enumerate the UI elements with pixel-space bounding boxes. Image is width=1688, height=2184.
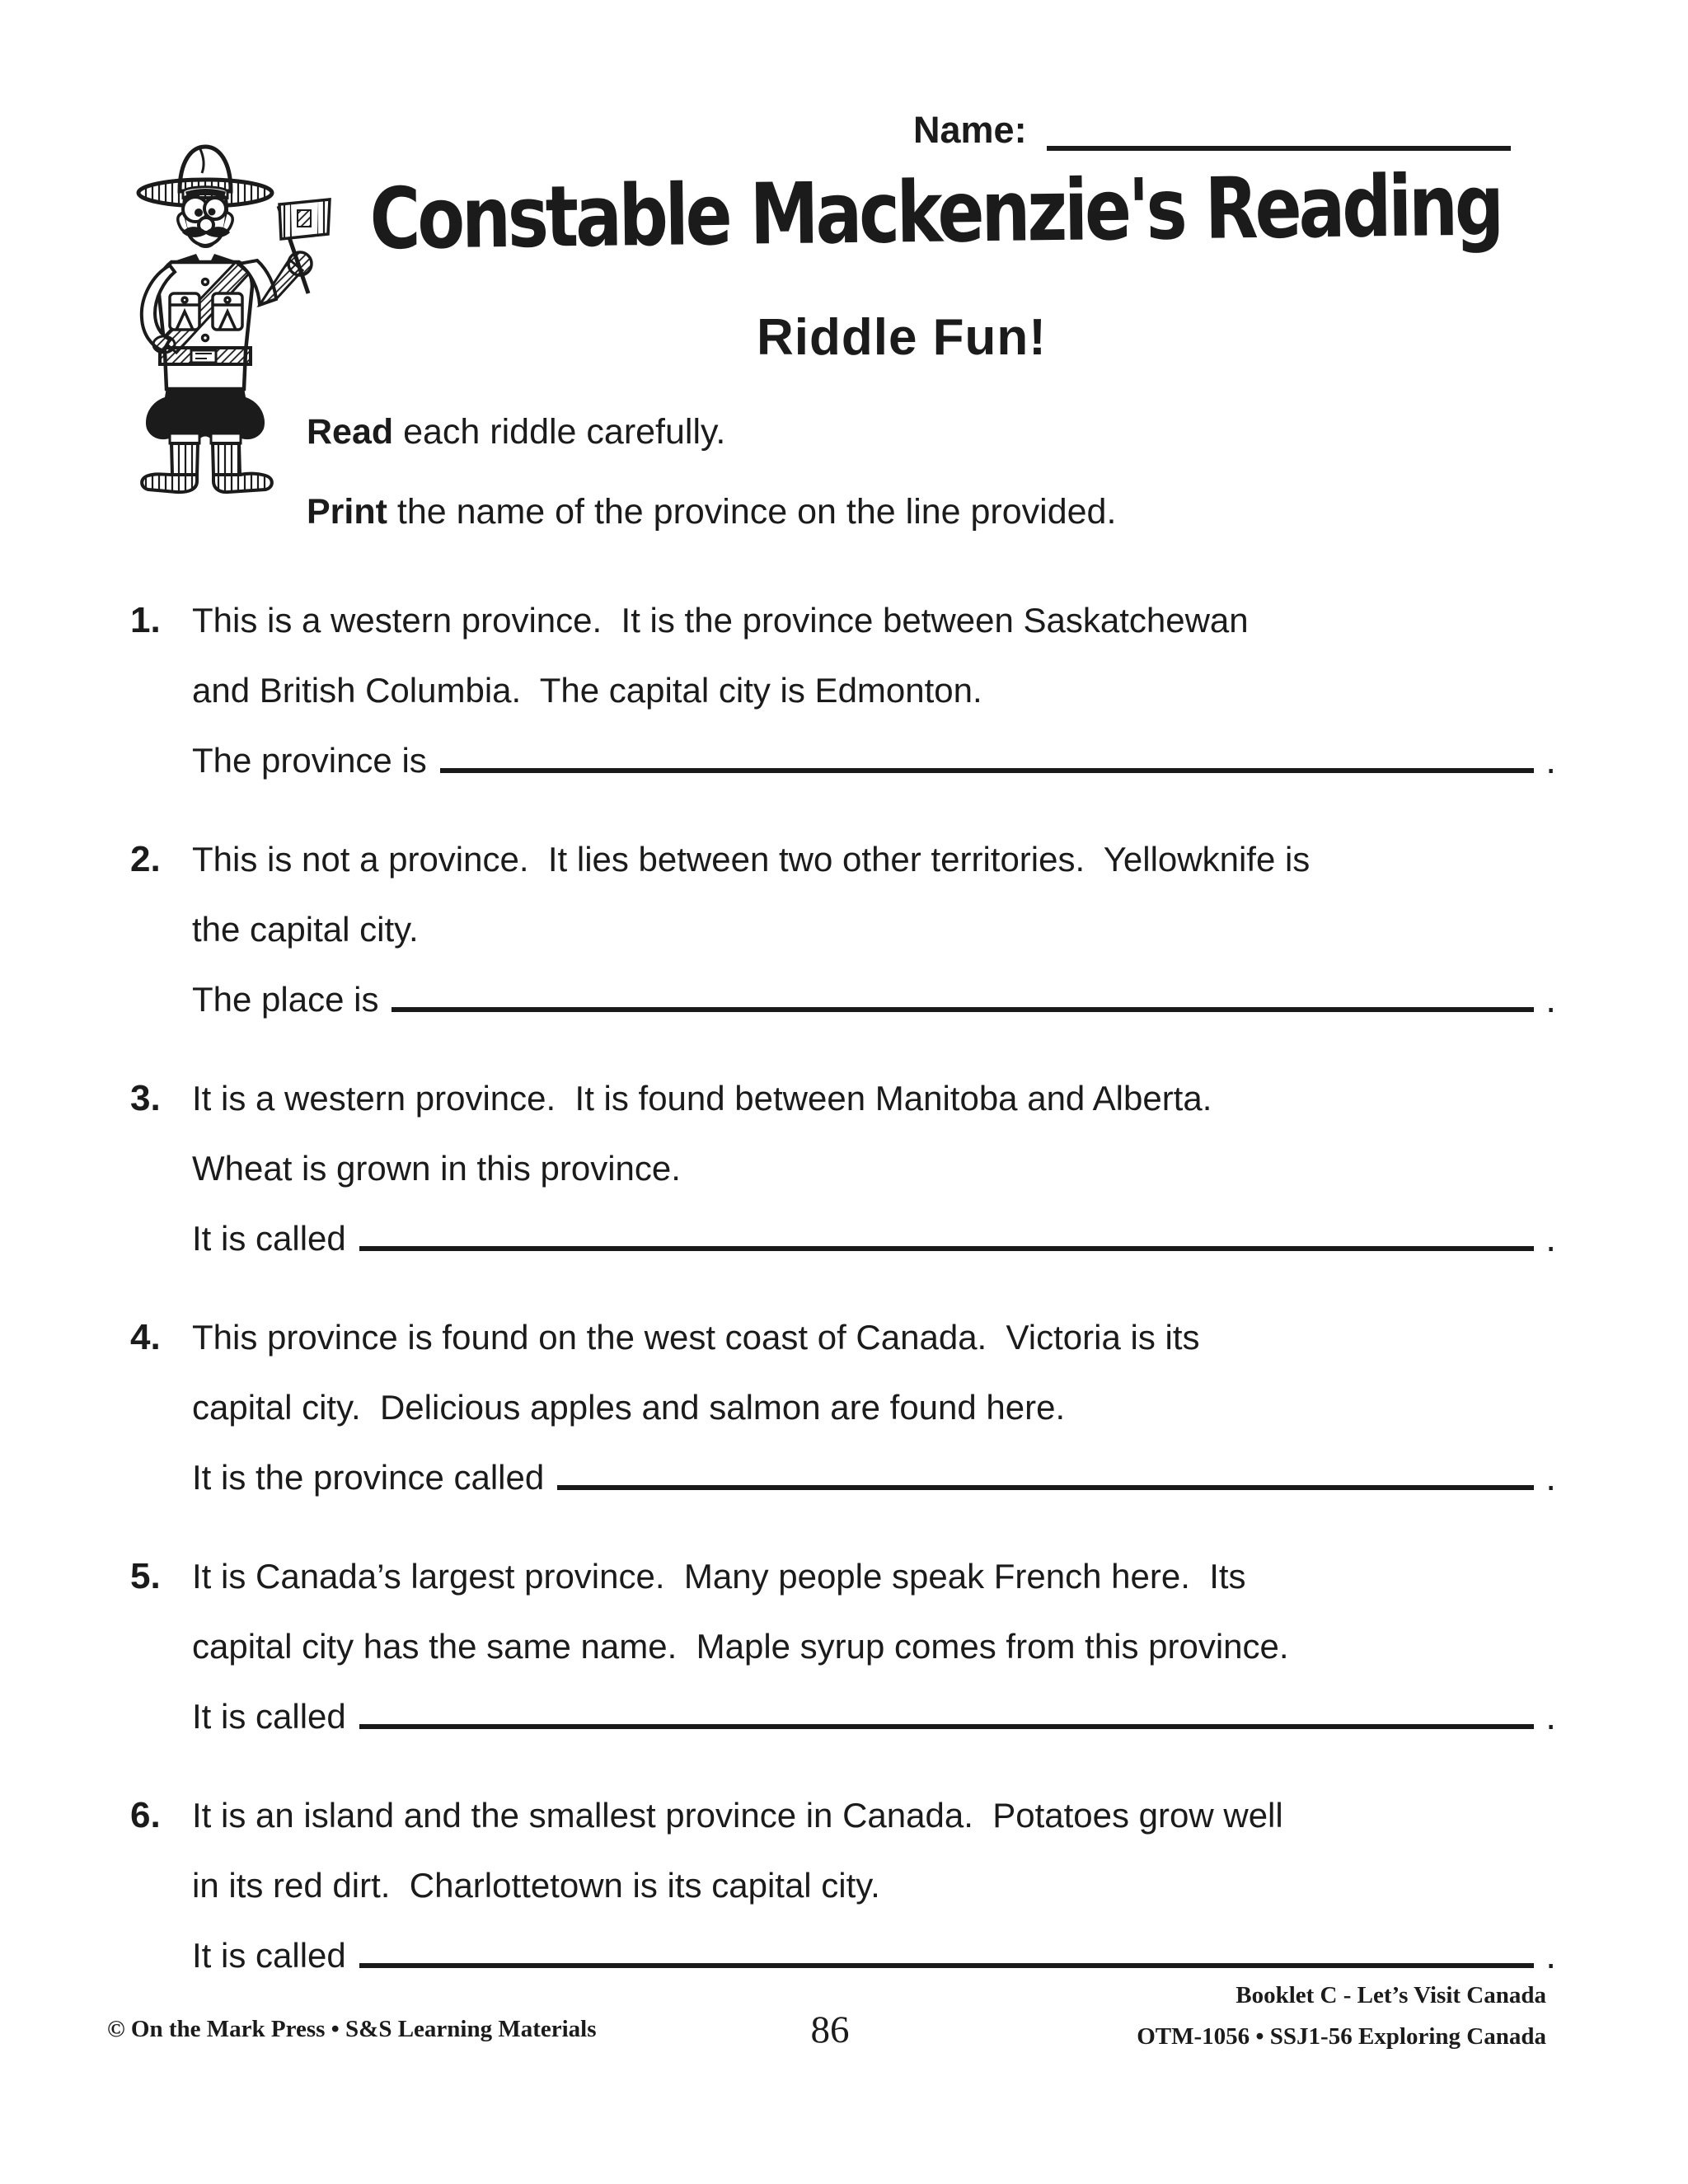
riddle-line: It is a western province. It is found between Manitoba and Alberta.: [192, 1079, 1212, 1118]
riddle-body: [192, 1780, 1556, 1990]
riddle-body: [192, 824, 1556, 1034]
answer-period: .: [1545, 738, 1556, 781]
name-row: [913, 109, 1511, 151]
footer-product-code: OTM-1056 • SSJ1-56 Exploring Canada: [1137, 2023, 1546, 2050]
answer-prompt: The place is: [192, 980, 379, 1019]
footer-copyright: © On the Mark Press • S&S Learning Materials: [107, 2016, 597, 2042]
answer-blank-line[interactable]: [557, 1442, 1534, 1490]
answer-blank-line[interactable]: [440, 725, 1534, 773]
answer-prompt: The province is: [192, 741, 427, 780]
riddle-line: It is Canada’s largest province. Many people speak French here. Its: [192, 1557, 1246, 1596]
riddle-line: Wheat is grown in this province.: [192, 1149, 681, 1188]
riddle-number: 6.: [130, 1795, 161, 1835]
instruction-print-rest: the name of the province on the line provided.: [387, 492, 1117, 532]
riddle-number: 4.: [130, 1317, 161, 1357]
answer-prompt: It is called: [192, 1219, 346, 1258]
riddle-item-4: [130, 1302, 1556, 1541]
answer-period: .: [1545, 1216, 1556, 1259]
answer-blank-line[interactable]: [359, 1203, 1534, 1251]
answer-prompt: It is called: [192, 1936, 346, 1975]
answer-row: [192, 1442, 1556, 1512]
riddle-line: capital city has the same name. Maple syrup comes from this province.: [192, 1627, 1289, 1666]
answer-row: [192, 964, 1556, 1034]
answer-blank-line[interactable]: [392, 964, 1534, 1012]
answer-period: .: [1545, 1933, 1556, 1976]
answer-period: .: [1545, 1455, 1556, 1498]
riddle-item-5: [130, 1541, 1556, 1780]
instruction-read-rest: each riddle carefully.: [393, 412, 726, 452]
riddle-line: and British Columbia. The capital city is Edmonton.: [192, 671, 982, 710]
footer-page-number: 86: [810, 2008, 850, 2051]
answer-row: [192, 1203, 1556, 1273]
answer-row: [192, 1681, 1556, 1751]
footer-publication-info: [1137, 1975, 1546, 2057]
riddle-item-1: [130, 585, 1556, 824]
instruction-print-lead: Print: [307, 492, 387, 532]
riddle-line: This province is found on the west coast of Canada. Victoria is its: [192, 1318, 1200, 1357]
answer-prompt: It is the province called: [192, 1458, 545, 1497]
riddle-number: 3.: [130, 1078, 161, 1118]
riddle-body: [192, 1541, 1556, 1751]
riddle-item-2: [130, 824, 1556, 1063]
riddle-number: 5.: [130, 1556, 161, 1596]
riddle-number: 2.: [130, 839, 161, 879]
instruction-print: [307, 492, 1116, 532]
riddle-line: in its red dirt. Charlottetown is its capital city.: [192, 1866, 880, 1905]
riddle-body: [192, 1302, 1556, 1512]
name-label: Name:: [913, 109, 1027, 151]
riddle-line: This is not a province. It lies between two other territories. Yellowknife is: [192, 840, 1311, 879]
mountie-constable-with-canadian-flag-icon: [117, 140, 333, 496]
riddle-number: 1.: [130, 600, 161, 640]
footer-booklet: Booklet C - Let’s Visit Canada: [1236, 1982, 1546, 2008]
instruction-read-lead: Read: [307, 412, 394, 452]
answer-blank-line[interactable]: [359, 1920, 1534, 1968]
answer-period: .: [1545, 977, 1556, 1020]
riddle-list: [130, 585, 1556, 2019]
riddle-line: It is an island and the smallest province in Canada. Potatoes grow well: [192, 1796, 1283, 1835]
page-subtitle: Riddle Fun!: [757, 309, 1047, 366]
answer-row: [192, 725, 1556, 795]
riddle-line: capital city. Delicious apples and salmon are found here.: [192, 1388, 1066, 1427]
answer-prompt: It is called: [192, 1697, 346, 1736]
answer-period: .: [1545, 1694, 1556, 1737]
answer-blank-line[interactable]: [359, 1681, 1534, 1729]
name-blank-line[interactable]: [1047, 109, 1511, 151]
riddle-line: the capital city.: [192, 910, 419, 949]
page-title: Constable Mackenzie's Reading: [369, 156, 1502, 269]
riddle-item-3: [130, 1063, 1556, 1302]
riddle-body: [192, 1063, 1556, 1273]
riddle-body: [192, 585, 1556, 795]
instruction-read: [307, 412, 725, 452]
riddle-line: This is a western province. It is the province between Saskatchewan: [192, 601, 1249, 640]
